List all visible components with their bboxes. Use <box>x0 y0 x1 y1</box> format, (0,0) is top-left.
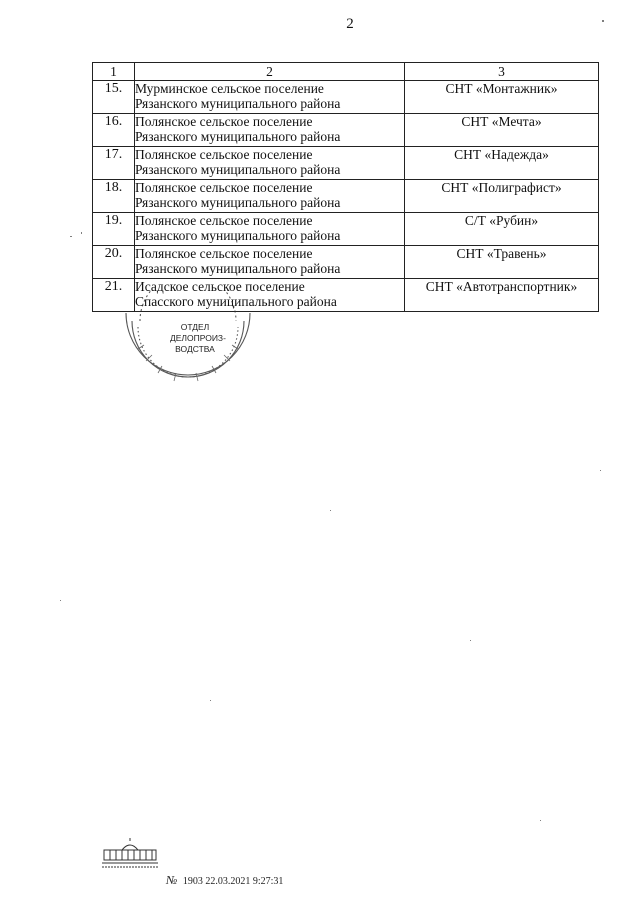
column-header: 2 <box>135 63 405 81</box>
page-number: 2 <box>346 16 354 32</box>
settlement-line: Полянское сельское поселение <box>135 147 313 162</box>
district-line: Рязанского муниципального района <box>135 228 341 243</box>
table-row <box>93 246 599 279</box>
row-number: 15. <box>93 81 135 114</box>
table-row <box>93 81 599 114</box>
settlement-name <box>135 180 405 213</box>
settlement-name <box>135 246 405 279</box>
row-number: 21. <box>93 279 135 312</box>
column-header: 3 <box>405 63 599 81</box>
building-logo-icon <box>100 838 160 872</box>
row-number: 20. <box>93 246 135 279</box>
settlement-line: Полянское сельское поселение <box>135 114 313 129</box>
registration-stamp <box>166 873 283 888</box>
district-line: Спасского муниципального района <box>135 294 337 309</box>
settlement-line: Полянское сельское поселение <box>135 180 313 195</box>
organization-name: С/Т «Рубин» <box>405 213 599 246</box>
table-row <box>93 213 599 246</box>
registration-number: 1903 <box>182 876 203 887</box>
stamp-line: ВОДСТВА <box>175 344 215 354</box>
column-header: 1 <box>93 63 135 81</box>
table-header-row <box>93 63 599 81</box>
stamp-line: ОТДЕЛ <box>180 322 210 332</box>
organization-name: СНТ «Автотранспортник» <box>405 279 599 312</box>
table-row <box>93 147 599 180</box>
registration-datetime: 22.03.2021 9:27:31 <box>205 876 284 887</box>
organization-name: СНТ «Мечта» <box>405 114 599 147</box>
district-line: Рязанского муниципального района <box>135 195 341 210</box>
settlements-table <box>92 62 599 312</box>
row-number: 16. <box>93 114 135 147</box>
settlement-line: Исадское сельское поселение <box>135 279 305 294</box>
settlement-name <box>135 147 405 180</box>
row-number: 19. <box>93 213 135 246</box>
settlement-name <box>135 114 405 147</box>
organization-name: СНТ «Полиграфист» <box>405 180 599 213</box>
district-line: Рязанского муниципального района <box>135 96 341 111</box>
settlement-name <box>135 81 405 114</box>
stamp-line: ДЕЛОПРОИЗ- <box>170 333 226 343</box>
district-line: Рязанского муниципального района <box>135 162 341 177</box>
row-number: 17. <box>93 147 135 180</box>
settlement-line: Полянское сельское поселение <box>135 213 313 228</box>
row-number: 18. <box>93 180 135 213</box>
district-line: Рязанского муниципального района <box>135 261 341 276</box>
district-line: Рязанского муниципального района <box>135 129 341 144</box>
stamp-text <box>170 322 226 355</box>
settlement-name <box>135 213 405 246</box>
settlement-line: Мурминское сельское поселение <box>135 81 324 96</box>
number-sign: № <box>166 873 178 887</box>
organization-name: СНТ «Монтажник» <box>405 81 599 114</box>
organization-name: СНТ «Надежда» <box>405 147 599 180</box>
organization-name: СНТ «Травень» <box>405 246 599 279</box>
table-row <box>93 114 599 147</box>
settlement-line: Полянское сельское поселение <box>135 246 313 261</box>
table-row <box>93 180 599 213</box>
